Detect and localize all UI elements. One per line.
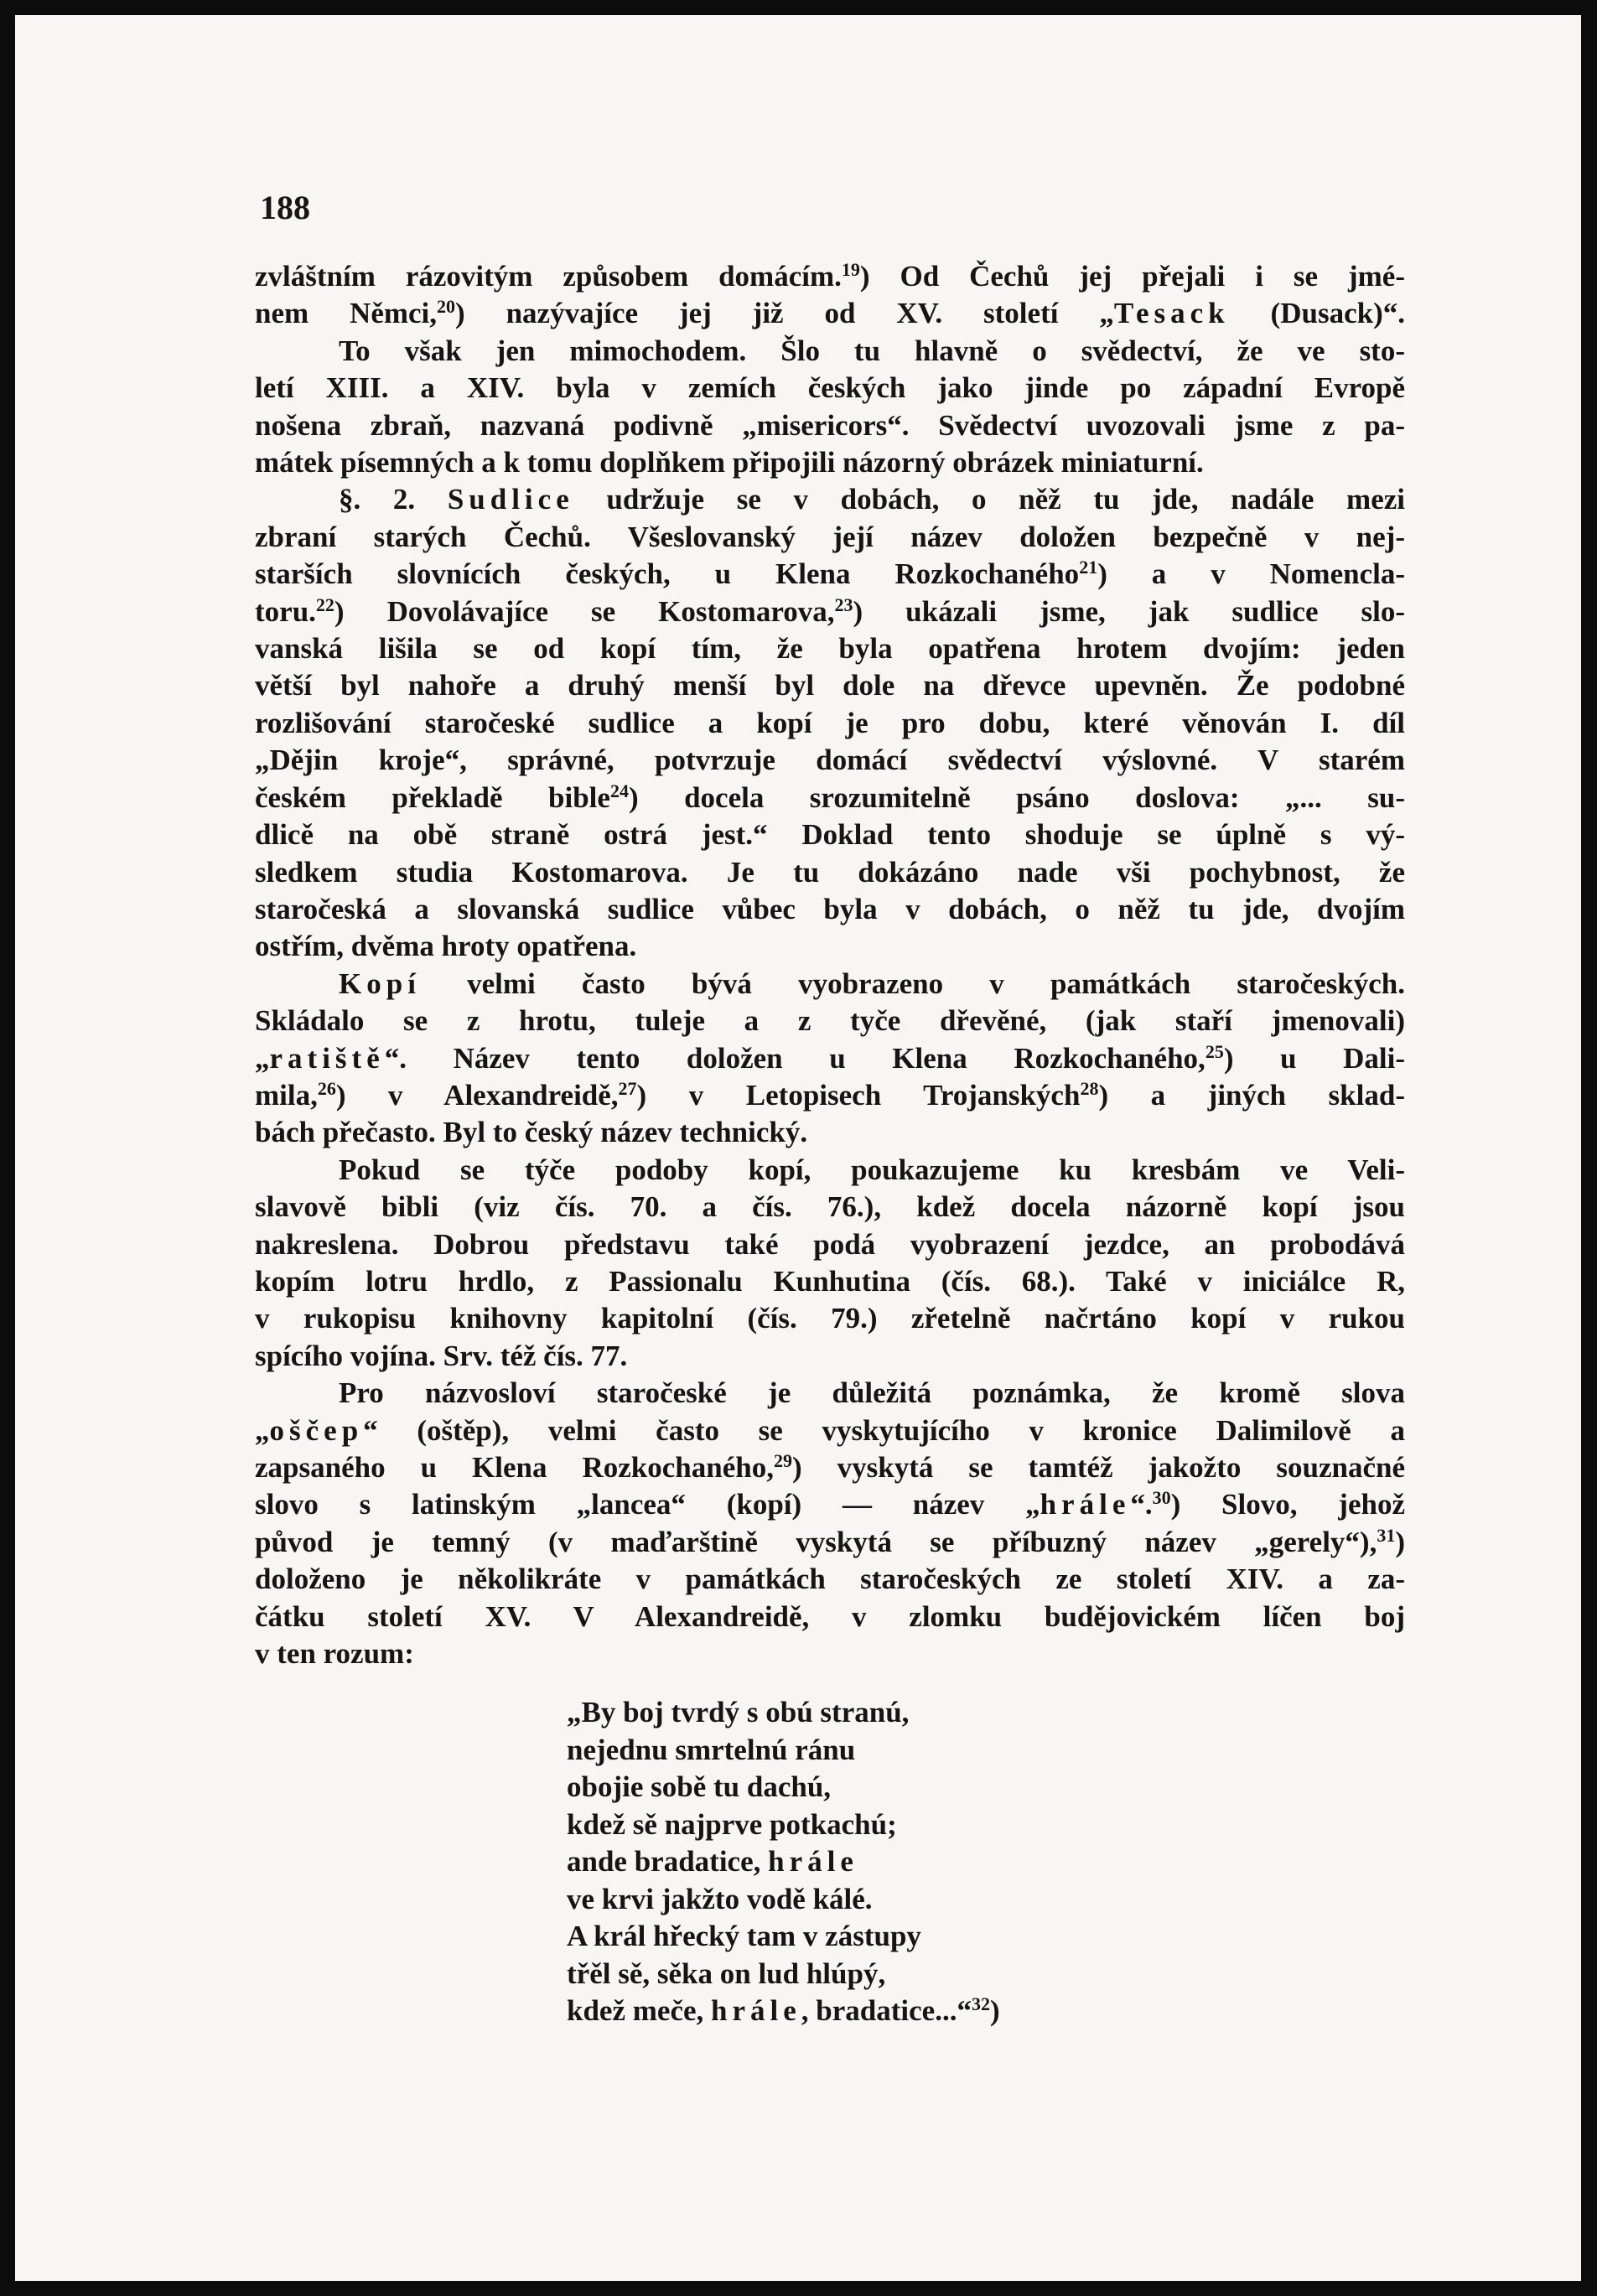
text-line (255, 1375, 1405, 1412)
text-run: ) docela srozumitelně psáno doslova: „... su- (628, 780, 1405, 814)
text-line (255, 407, 1405, 444)
text-line (255, 891, 1405, 928)
text-run: letí XIII. a XIV. byla v zemích českých jako jinde po západní Evropě (255, 371, 1405, 405)
text-line (255, 1300, 1405, 1337)
text-run: velmi často bývá vyobrazeno v památkách staročeských. (420, 967, 1405, 1000)
text-line (255, 705, 1405, 742)
text-line (255, 816, 1405, 853)
spaced-term: hrále (711, 1994, 801, 2027)
book-page (15, 15, 1581, 2281)
text-run: “. Název tento doložen u Klena Rozkochaného, (384, 1041, 1206, 1075)
text-run: Skládalo se z hrotu, tuleje a z tyče dřevěné, (jak staří jmenovali) (255, 1004, 1405, 1038)
text-line (255, 630, 1405, 667)
text-run: Pro názvosloví staročeské je důležitá poznámka, že kromě slova (339, 1376, 1405, 1410)
text-run: starších slovnících českých, u Klena Rozkochaného (255, 557, 1080, 591)
text-run: nošena zbraň, nazvaná podivně „misericors“. Svědectví uvozovali jsme z pa- (255, 408, 1405, 442)
paragraph (255, 258, 1405, 333)
text-line (255, 1449, 1405, 1486)
text-run: ) v Letopisech Trojanských (636, 1078, 1081, 1112)
text-run: ) u Dali- (1223, 1041, 1405, 1075)
text-run: „ (255, 1413, 270, 1447)
text-run: toru. (255, 594, 316, 628)
text-line (255, 742, 1405, 779)
text-line (255, 1114, 1405, 1151)
text-run: ) a jiných sklad- (1098, 1078, 1405, 1112)
text-run: v ten rozum: (255, 1637, 414, 1671)
spaced-term: hrále (768, 1845, 858, 1878)
verse-line (567, 1694, 1000, 1732)
text-line (255, 1040, 1405, 1077)
footnote-ref: 29 (773, 1450, 792, 1471)
text-run: kopím lotru hrdlo, z Passionalu Kunhutina (čís. 68.). Také v iniciálce R, (255, 1264, 1405, 1298)
text-run: zbraní starých Čechů. Všeslovanský její název doložen bezpečně v nej- (255, 520, 1405, 553)
text-run: (Dusack)“. (1229, 297, 1405, 330)
text-run: obojie sobě tu dachú, (567, 1770, 832, 1803)
verse-line (567, 1732, 1000, 1770)
spaced-term: ratiště (269, 1041, 385, 1075)
text-line (255, 556, 1405, 593)
footnote-ref: 26 (317, 1077, 336, 1099)
text-line (255, 333, 1405, 370)
text-run: ) nazývajíce jej již od XV. století „ (455, 297, 1114, 330)
text-run: A král hřecký tam v zástupy (567, 1920, 921, 1952)
footnote-ref: 22 (315, 593, 334, 615)
paragraph (255, 966, 1405, 1152)
text-run: kdež sě najprve potkachú; (567, 1807, 897, 1841)
text-line (255, 1003, 1405, 1039)
footnote-ref: 23 (834, 593, 853, 615)
footnote-ref: 31 (1377, 1524, 1396, 1546)
text-run: §. 2. (339, 483, 448, 516)
text-run: rozlišování staročeské sudlice a kopí je pro dobu, které věnován I. díl (255, 706, 1405, 739)
text-run: doloženo je několikráte v památkách staročeských ze století XIV. a za- (255, 1563, 1405, 1596)
spaced-term: Sudlice (447, 483, 574, 516)
paragraph (255, 1152, 1405, 1375)
text-run: větší byl nahoře a druhý menší byl dole na dřevce upevněn. Že podobné (255, 669, 1405, 702)
text-run: čátku století XV. V Alexandreidě, v zlomku budějovickém líčen boj (255, 1599, 1405, 1633)
verse-line (567, 1843, 1000, 1881)
footnote-ref: 19 (841, 259, 860, 280)
text-run: ) ukázali jsme, jak sudlice slo- (853, 594, 1405, 628)
text-run: kdež meče, (567, 1994, 712, 2027)
text-run: ) (989, 1994, 1000, 2027)
text-line (255, 519, 1405, 556)
text-run: “. (1130, 1488, 1153, 1521)
text-run: ) (1395, 1525, 1405, 1558)
text-run: ve krvi jakžto vodě kálé. (567, 1882, 873, 1915)
text-run: bách přečasto. Byl to český název technický. (255, 1116, 808, 1149)
text-run: slavově bibli (viz čís. 70. a čís. 76.), kdež docela názorně kopí jsou (255, 1190, 1405, 1224)
text-run: “ (oštěp), velmi často se vyskytujícího v kronice Dalimilově a (363, 1413, 1405, 1447)
text-run: původ je temný (v maďarštině vyskytá se příbuzný název „gerely“), (255, 1525, 1377, 1558)
paragraph (255, 1375, 1405, 1672)
spaced-term: Tesack (1113, 297, 1230, 330)
footnote-ref: 20 (437, 296, 456, 318)
text-run: ostřím, dvěma hroty opatřena. (255, 930, 637, 963)
text-line (255, 1226, 1405, 1263)
text-run: sledkem studia Kostomarova. Je tu dokázáno nade vši pochybnost, že (255, 855, 1405, 889)
text-run: v rukopisu knihovny kapitolní (čís. 79.) zřetelně načrtáno kopí v rukou (255, 1302, 1405, 1335)
text-run: dlicě na obě straně ostrá jest.“ Doklad tento shoduje se úplně s vý- (255, 818, 1405, 852)
text-run: nem Němci, (255, 297, 438, 330)
body-text (255, 258, 1405, 1672)
text-run: ande bradatice, (567, 1845, 769, 1878)
text-run: udržuje se v dobách, o něž tu jde, nadále mezi (573, 483, 1405, 516)
footnote-ref: 28 (1080, 1077, 1099, 1099)
paragraph (255, 481, 1405, 965)
text-line (255, 444, 1405, 481)
paragraph (255, 333, 1405, 482)
text-line (255, 1152, 1405, 1189)
text-run: ) vyskytá se tamtéž jakožto souznačné (791, 1451, 1405, 1484)
text-run: slovo s latinským „lancea“ (kopí) — název „ (255, 1488, 1040, 1521)
text-run: ) a v Nomencla- (1097, 557, 1405, 591)
text-run: ) Dovolávajíce se Kostomarova, (334, 594, 835, 628)
footnote-ref: 25 (1205, 1040, 1224, 1062)
verse-line (567, 1769, 1000, 1806)
text-line (255, 1189, 1405, 1226)
text-run: českém překladě bible (255, 780, 610, 814)
footnote-ref: 30 (1152, 1487, 1171, 1509)
text-run: staročeská a slovanská sudlice vůbec byla v dobách, o něž tu jde, dvojím (255, 892, 1405, 925)
text-run: mila, (255, 1078, 318, 1112)
text-line (255, 370, 1405, 407)
text-run: zapsaného u Klena Rozkochaného, (255, 1451, 774, 1484)
verse-line (567, 1956, 1000, 1993)
footnote-ref: 32 (971, 1993, 990, 2014)
text-run: „Dějin kroje“, správné, potvrzuje domácí svědectví výslovné. V starém (255, 744, 1405, 777)
text-line (255, 780, 1405, 816)
text-run: mátek písemných a k tomu doplňkem připojili názorný obrázek miniaturní. (255, 446, 1204, 479)
text-line (255, 258, 1405, 295)
text-run: třěl sě, sěka on lud hlúpý, (567, 1957, 886, 1990)
text-line (255, 1635, 1405, 1672)
text-run: nejednu smrtelnú ránu (567, 1733, 856, 1766)
verse-line (567, 1806, 1000, 1844)
footnote-ref: 24 (609, 780, 629, 801)
text-line (255, 1263, 1405, 1300)
text-line (255, 1524, 1405, 1561)
text-line (255, 1077, 1405, 1114)
text-run: To však jen mimochodem. Šlo tu hlavně o svědectví, že ve sto- (339, 334, 1405, 367)
text-line (255, 966, 1405, 1003)
text-line (255, 1599, 1405, 1635)
text-line (255, 1561, 1405, 1598)
footnote-ref: 27 (618, 1077, 637, 1099)
verse-line (567, 1993, 1000, 2030)
text-run: , bradatice...“ (801, 1994, 972, 2027)
text-run: ) Od Čechů jej přejali i se jmé- (859, 260, 1405, 293)
text-line (255, 481, 1405, 518)
text-run: ) v Alexandreidě, (335, 1078, 619, 1112)
text-run: Pokud se týče podoby kopí, poukazujeme ku kresbám ve Veli- (339, 1153, 1405, 1186)
verse-quotation (567, 1694, 1000, 2030)
spaced-term: oščep (269, 1413, 364, 1447)
text-line (255, 593, 1405, 630)
text-line (255, 1338, 1405, 1375)
text-run: zvláštním rázovitým způsobem domácím. (255, 260, 842, 293)
page-number: 188 (260, 189, 310, 226)
text-run: „ (255, 1041, 270, 1075)
spaced-term: hrále (1040, 1488, 1131, 1521)
text-line (255, 854, 1405, 891)
verse-line (567, 1881, 1000, 1919)
footnote-ref: 21 (1079, 557, 1098, 578)
text-run: spícího vojína. Srv. též čís. 77. (255, 1339, 628, 1372)
text-run: vanská lišila se od kopí tím, že byla opatřena hrotem dvojím: jeden (255, 632, 1405, 666)
text-line (255, 928, 1405, 965)
text-line (255, 1412, 1405, 1449)
text-line (255, 667, 1405, 704)
text-line (255, 1486, 1405, 1523)
text-run: ) Slovo, jehož (1170, 1488, 1405, 1521)
text-run: nakreslena. Dobrou představu také podá vyobrazení jezdce, an probodává (255, 1227, 1405, 1261)
verse-line (567, 1918, 1000, 1956)
text-line (255, 295, 1405, 332)
spaced-term: Kopí (339, 967, 421, 1000)
text-run: „By boj tvrdý s obú stranú, (567, 1696, 910, 1728)
